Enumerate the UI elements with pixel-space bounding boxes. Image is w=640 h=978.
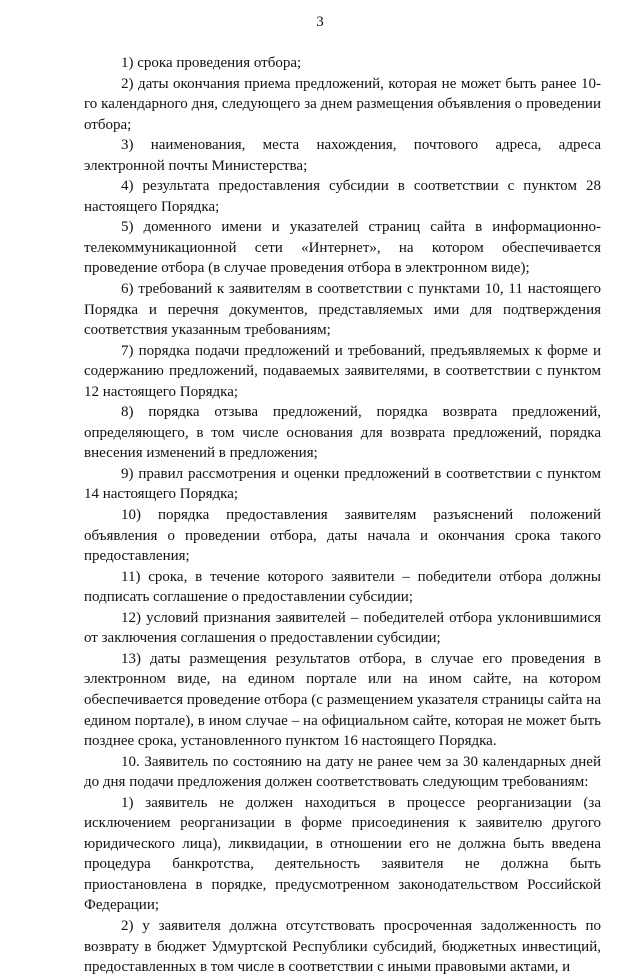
- page-number: 3: [316, 14, 324, 30]
- list-item-srok-provedeniya: 1) срока проведения отбора;: [121, 55, 302, 71]
- list-item-pravil-rassmotreniya: 9) правил рассмотрения и оценки предложений в соответствии с пунктом 14 настоящего Порядка;: [84, 465, 601, 503]
- list-item-rezultata: 4) результата предоставления субсидии в соответствии с пунктом 28 настоящего Порядка;: [84, 178, 601, 215]
- list-item-data-okonchaniya: 2) даты окончания приема предложений, которая не может быть ранее 10-го календарного дня, следующего за днем размещения объявления о проведении отбора;: [84, 75, 601, 133]
- section-10-paragraph: 10. Заявитель по состоянию на дату не ранее чем за 30 календарных дней до дня подачи предложения должен соответствовать следующим требованиям:: [84, 753, 601, 791]
- list-item-usloviy-priznaniya: 12) условий признания заявителей – победителей отбора уклонившимися от заключения соглашения о предоставлении субсидии;: [84, 609, 601, 647]
- requirement-item-reorganizatsiya: 1) заявитель не должен находиться в процессе реорганизации (за исключением реорганизации в форме присоединения к заявителю другого юридического лица), ликвидации, в отношении его не должна быть введена процедура банкротства, деятельность заявителя не должна быть приостановлена в порядке, предусмотренном законодательством Российской Федерации;: [84, 794, 601, 914]
- requirement-item-zadolzhennost: 2) у заявителя должна отсутствовать просроченная задолженность по возврату в бюджет Удмуртской Республики субсидий, бюджетных инвестиций, предоставленных в том числе в соответствии с иными правовыми актами, и: [84, 917, 601, 976]
- list-item-trebovaniy: 6) требований к заявителям в соответствии с пунктами 10, 11 настоящего Порядка и перечня документов, представляемых ими для подтверждения соответствия указанным требованиям;: [84, 281, 601, 339]
- list-item-naimenovaniya: 3) наименования, места нахождения, почтового адреса, адреса электронной почты Министерства;: [84, 137, 601, 174]
- list-item-poryadka-podachi: 7) порядка подачи предложений и требований, предъявляемых к форме и содержанию предложений, подаваемых заявителями, в соответствии с пунктом 12 настоящего Порядка;: [84, 342, 601, 400]
- list-item-poryadka-otzyva: 8) порядка отзыва предложений, порядка возврата предложений, определяющего, в том числе основания для возврата предложений, порядка внесения изменений в предложения;: [84, 404, 601, 462]
- list-item-daty-razmeshcheniya: 13) даты размещения результатов отбора, в случае его проведения в электронном виде, на едином портале или на ином сайте, на котором обеспечивается проведение отбора (с размещением указателя страницы сайта на едином портале), в ином случае – на официальном сайте, которая не может быть позднее срока, установленного пунктом 16 настоящего Порядка.: [84, 650, 601, 750]
- document-body: [84, 53, 601, 978]
- list-item-sroka-soglasheniya: 11) срока, в течение которого заявители – победители отбора должны подписать соглашение о предоставлении субсидии;: [84, 568, 601, 606]
- list-item-domennogo-imeni: 5) доменного имени и указателей страниц сайта в информационно-телекоммуникационной сети «Интернет», на котором обеспечивается проведение отбора (в случае проведения отбора в электронном виде);: [84, 219, 601, 277]
- list-item-razyasneniy: 10) порядка предоставления заявителям разъяснений положений объявления о проведении отбора, даты начала и окончания срока такого предоставления;: [84, 507, 601, 565]
